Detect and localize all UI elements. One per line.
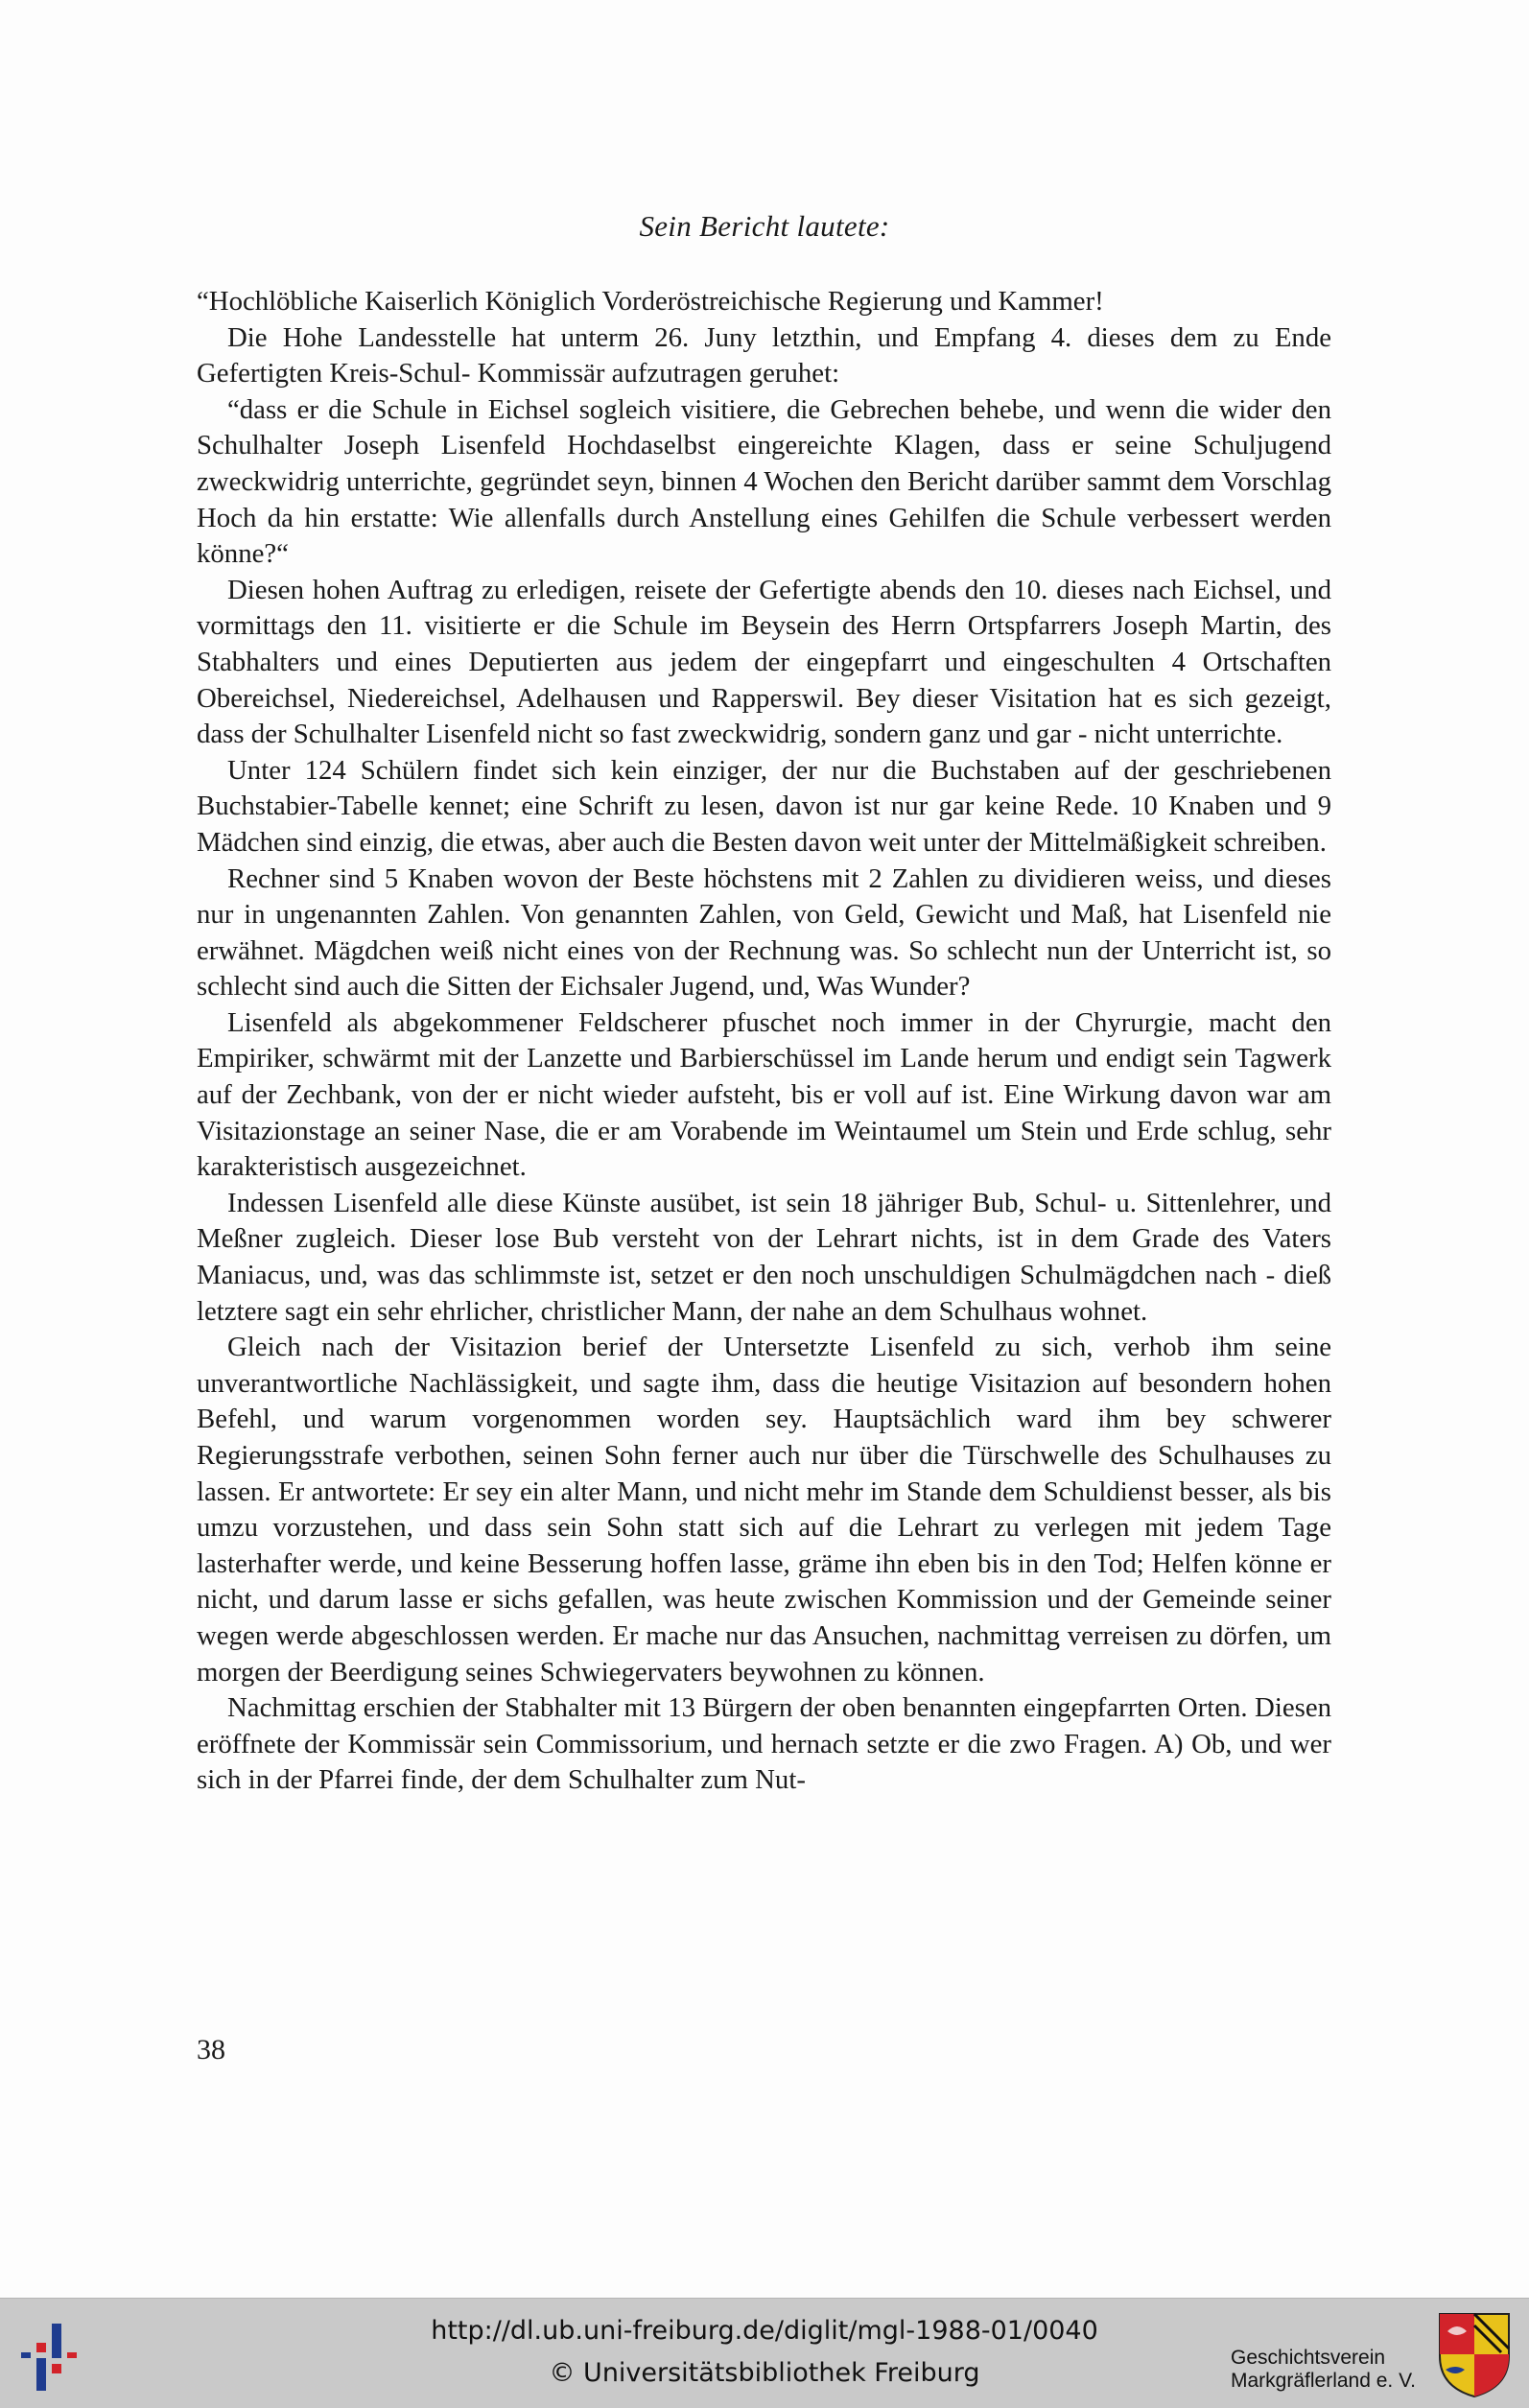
paragraph: Die Hohe Landesstelle hat unterm 26. Juny letzthin, und Empfang 4. dieses dem zu Ende Gefertigten Kreis-Schul- Kommissär aufzutragen geruhet: [197,321,1331,390]
copyright-notice: © Universitätsbibliothek Freiburg [549,2358,980,2388]
paragraph: Rechner sind 5 Knaben wovon der Beste höchstens mit 2 Zahlen zu dividieren weiss, und dieses nur in ungenannten Zahlen. Von genannten Zahlen, von Geld, Gewicht und Maß, hat Lisenfeld nie erwähnet. Mägdchen weiß nicht eines von der Rechnung was. So schlecht nun der Unterricht ist, so schlecht sind auch die Sitten der Eichsaler Jugend, und, Was Wunder? [197,862,1331,1003]
society-name [1231,2347,1416,2393]
viewer-footer [0,2298,1529,2408]
page-number: 38 [197,2034,225,2066]
society-name-line: Markgräflerland e. V. [1231,2370,1416,2392]
section-heading: Sein Bericht lautete: [639,209,890,243]
paragraph: Unter 124 Schülern findet sich kein einziger, der nur die Buchstaben auf der geschriebenen Buchstabier-Tabelle kennet; eine Schrift zu lesen, davon ist nur gar keine Rede. 10 Knaben und 9 Mädchen sind einzig, die etwas, aber auch die Besten davon weit unter der Mittelmäßigkeit schreiben. [197,754,1331,858]
coat-of-arms-icon[interactable] [1436,2310,1513,2398]
paragraph: “Hochlöbliche Kaiserlich Königlich Vorderöstreichische Regierung und Kammer! [197,286,1104,317]
paragraph: “dass er die Schule in Eichsel sogleich visitiere, die Gebrechen behebe, und wenn die wider den Schulhalter Joseph Lisenfeld Hochdaselbst eingereichte Klagen, dass er seine Schuljugend zweckwidrig unterrichte, gegründet seyn, binnen 4 Wochen den Bericht darüber sammt dem Vorschlag Hoch da hin erstatte: Wie allenfalls durch Anstellung eines Gehilfen die Schule verbessert werden könne?“ [197,393,1331,570]
society-name-line: Geschichtsverein [1231,2347,1386,2369]
permalink-url[interactable]: http://dl.ub.uni-freiburg.de/diglit/mgl-1988-01/0040 [431,2316,1098,2346]
paragraph: Lisenfeld als abgekommener Feldscherer pfuschet noch immer in der Chyrurgie, macht den Empiriker, schwärmt mit der Lanzette und Barbierschüssel im Lande herum und endigt sein Tagwerk auf der Zechbank, von der er nicht wieder aufsteht, bis er voll auf ist. Eine Wirkung davon war am Visitazionstage an seiner Nase, die er am Vorabende im Weintaumel um Stein und Erde schlug, sehr karakteristisch ausgezeichnet. [197,1006,1331,1183]
paragraph: Nachmittag erschien der Stabhalter mit 13 Bürgern der oben benannten eingepfarrten Orten. Diesen eröffnete der Kommissär sein Commissorium, und hernach setzte er die zwo Fragen. A) Ob, und wer sich in der Pfarrei finde, der dem Schulhalter zum Nut- [197,1692,1331,1796]
paragraph: Gleich nach der Visitazion berief der Untersetzte Lisenfeld zu sich, verhob ihm seine unverantwortliche Nachlässigkeit, und sagte ihm, dass die heutige Visitazion auf besondern hohen Befehl, und warum vorgenommen worden sey. Hauptsächlich ward ihm bey schwerer Regierungsstrafe verbothen, seinen Sohn ferner auch nur über die Türschwelle des Schulhauses zu lassen. Er antwortete: Er sey ein alter Mann, und nicht mehr im Stande dem Schuldienst besser, als bis umzu vorzustehen, und dass sein Sohn statt sich auf die Lehrart zu verlegen mit jedem Tage lasterhafter werde, und keine Besserung hoffen lasse, gräme ihn eben bis in den Tod; Helfen könne er nicht, und darum lasse er sichs gefallen, was heute zwischen Kommission und der Gemeinde seiner wegen werde abgeschlossen werden. Er mache nur das Ansuchen, nachmittag verreisen zu dörfen, um morgen der Beerdigung seines Schwiegervaters beywohnen zu können. [197,1332,1331,1688]
paragraph: Diesen hohen Auftrag zu erledigen, reisete der Gefertigte abends den 10. dieses nach Eichsel, und vormittags den 11. visitierte er die Schule im Beysein des Herrn Ortspfarrers Joseph Martin, des Stabhalters und eines Deputierten aus jedem der eingepfarrt und eingeschulten 4 Ortschaften Obereichsel, Niedereichsel, Adelhausen und Rapperswil. Bey dieser Visitation hat es sich gezeigt, dass der Schulhalter Lisenfeld nicht so fast zweckwidrig, sondern ganz und gar - nicht unterrichte. [197,574,1331,750]
paragraph: Indessen Lisenfeld alle diese Künste ausübet, ist sein 18 jähriger Bub, Schul- u. Sittenlehrer, und Meßner zugleich. Dieser lose Bub versteht von der Lehrart nichts, ist in dem Grade des Vaters Maniacus, und, was das schlimmste ist, setzet er den noch unschuldigen Schulmägdchen nach - dieß letztere sagt ein sehr ehrlicher, christlicher Mann, der nahe an dem Schulhaus wohnet. [197,1187,1331,1327]
body-text [197,284,1331,1799]
